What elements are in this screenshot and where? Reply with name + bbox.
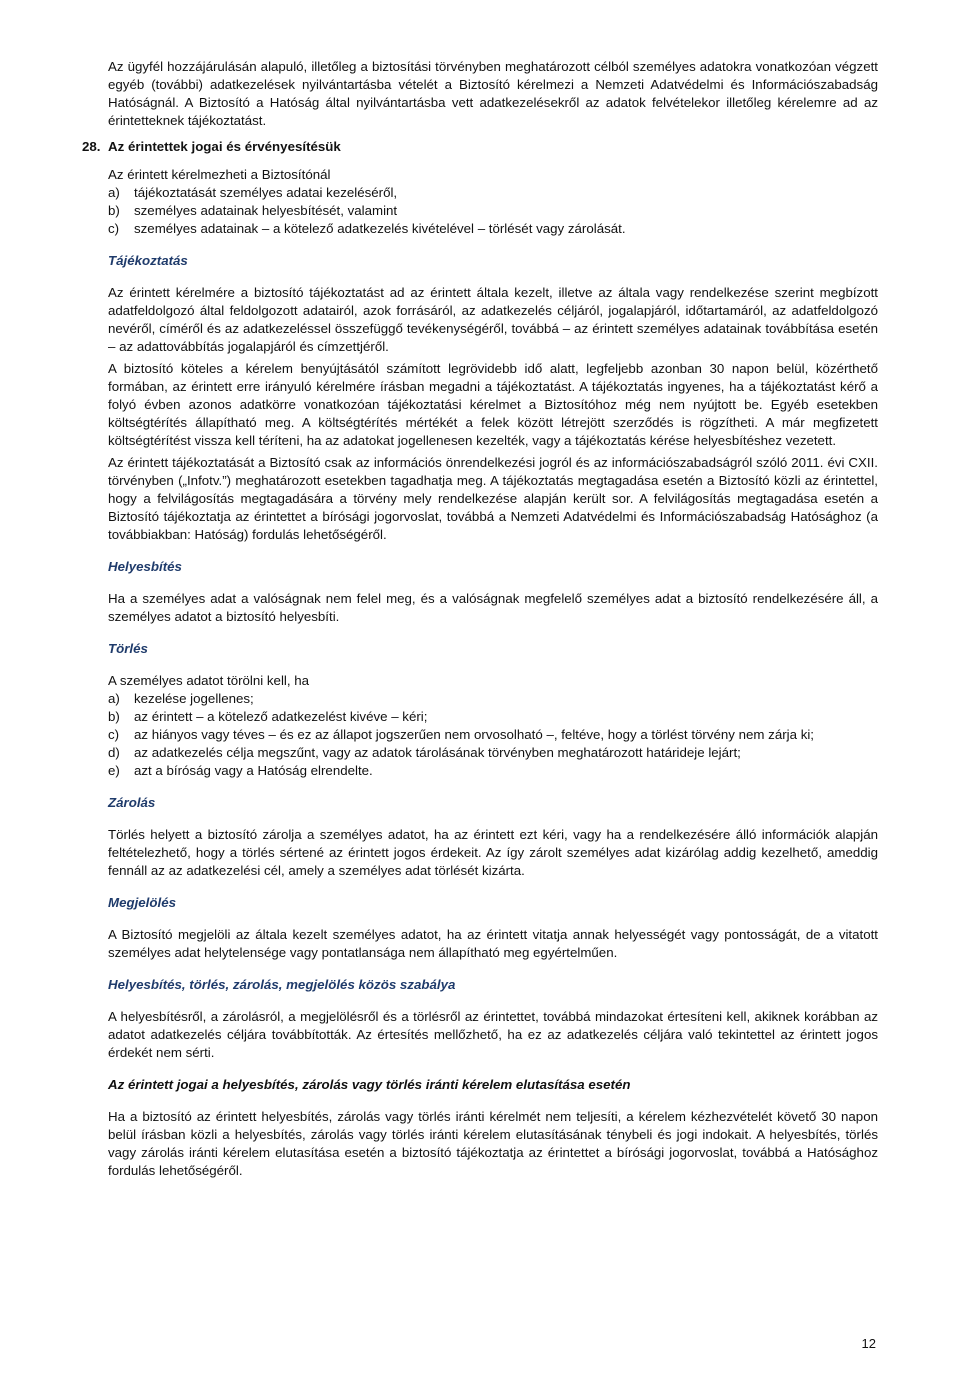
heading-kozos-szabaly: Helyesbítés, törlés, zárolás, megjelölés közös szabálya: [108, 977, 456, 992]
paragraph: A helyesbítésről, a zárolásról, a megjelölésről és a törlésről az érintettet, továbbá mindazokat értesíteni kell, akiknek korábban az adatot adatkezelés céljára továbbították. Az értesítés mellőzhető, ha ez az adatkezelés céljára való tekintettel az érintett jogos érdekét nem sérti.: [108, 1009, 878, 1060]
rights-lead: Az érintett kérelmezheti a Biztosítónál: [108, 167, 331, 182]
list-item: b) az érintett – a kötelező adatkezelést kivéve – kéri;: [108, 709, 428, 724]
heading-tajekoztatas: Tájékoztatás: [108, 253, 188, 268]
section-heading: [82, 138, 878, 156]
paragraph: Az érintett tájékoztatását a Biztosító csak az információs önrendelkezési jogról és az információszabadságról szóló 2011. évi CXII. törvényben („Infotv.”) meghatározott esetekben tagadhatja meg. A tájékoztatás megtagadása esetén a Biztosító közli az érintettel, hogy a felvilágosítás megtagadására a törvény mely rendelkezése alapján került sor. A felvilágosítás megtagadása esetén a Biztosító tájékoztatja az érintettet a bírósági jogorvoslat, továbbá a Nemzeti Adatvédelmi és Információszabadság Hatósághoz (a továbbiakban: Hatóság) fordulás lehetőségéről.: [108, 455, 878, 542]
paragraph: Az érintett kérelmére a biztosító tájékoztatást ad az érintett általa kezelt, illetve az általa vagy rendelkezése szerint megbízott adatfeldolgozó által feldolgozott adatairól, azok forrásáról, az adatkezelés céljáról, jogalapjáról, időtartamáról, az adatfeldolgozó nevéről, címéről és az adatkezeléssel összefüggő tevékenységéről, továbbá – az érintett személyes adatainak továbbítása esetén – az adattovábbítás jogalapjáról és címzettjéről.: [108, 285, 878, 354]
rights-list: [108, 184, 878, 238]
paragraph: Ha a biztosító az érintett helyesbítés, zárolás vagy törlés iránti kérelmét nem teljesíti, a kérelem kézhezvételét követő 30 napon belül írásban közli a helyesbítés, zárolás vagy törlés iránti kérelem elutasításának ténybeli és jogi indokait. A helyesbítés, törlés vagy zárolás iránti kérelem elutasítása esetén a biztosító tájékoztatja az érintettet a bírósági jogorvoslat, továbbá a Hatósághoz fordulás lehetőségéről.: [108, 1109, 878, 1178]
section-number: 28.: [82, 139, 101, 154]
heading-torles: Törlés: [108, 641, 148, 656]
document-page: [82, 58, 878, 1180]
heading-megjeloles: Megjelölés: [108, 895, 176, 910]
heading-elutasitas: Az érintett jogai a helyesbítés, zárolás vagy törlés iránti kérelem elutasítása esetén: [108, 1077, 631, 1092]
section-title: Az érintettek jogai és érvényesítésük: [108, 139, 341, 154]
list-item: a) kezelése jogellenes;: [108, 691, 254, 706]
list-item: e) azt a bíróság vagy a Hatóság elrendelte.: [108, 763, 373, 778]
paragraph: A biztosító köteles a kérelem benyújtásától számított legrövidebb idő alatt, legfeljebb azonban 30 napon belül, közérthető formában, az érintett erre irányuló kérelmére írásban megadni a tájékoztatást. A tájékoztatás ingyenes, ha a tájékoztatást kérő a folyó évben azonos adatkörre vonatkozóan tájékoztatási kérelmet a Biztosítóhoz még nem nyújtott be. Egyéb esetekben költségtérítés állapítható meg. A költségtérítés mértékét a felek között létrejött szerződés is rögzítheti. A már megfizetett költségtérítést vissza kell téríteni, ha az adatokat jogellenesen kezelték, vagy a tájékoztatás kérése helyesbítéshez vezetett.: [108, 361, 878, 448]
paragraph: Törlés helyett a biztosító zárolja a személyes adatot, ha az érintett ezt kéri, vagy ha a rendelkezésére álló információk alapján feltételezhető, hogy a törlés sértené az érintett jogos érdekeit. Az így zárolt személyes adat kizárólag addig kezelhető, ameddig fennáll az az adatkezelési cél, amely a személyes adat törlését kizárta.: [108, 827, 878, 878]
torles-list: [108, 690, 878, 780]
list-item: d) az adatkezelés célja megszűnt, vagy az adatok tárolásának törvényben meghatározott határideje lejárt;: [108, 745, 741, 760]
list-item: c) az hiányos vagy téves – és ez az állapot jogszerűen nem orvosolható –, feltéve, hogy a törlést törvény nem zárja ki;: [108, 727, 814, 742]
heading-zarolas: Zárolás: [108, 795, 156, 810]
torles-lead: A személyes adatot törölni kell, ha: [108, 673, 310, 688]
page-number: 12: [861, 1336, 876, 1351]
heading-helyesbites: Helyesbítés: [108, 559, 182, 574]
list-item: c) személyes adatainak – a kötelező adatkezelés kivételével – törlését vagy zárolását.: [108, 221, 626, 236]
list-item: b) személyes adatainak helyesbítését, valamint: [108, 203, 398, 218]
paragraph: Ha a személyes adat a valóságnak nem felel meg, és a valóságnak megfelelő személyes adat a biztosító rendelkezésére áll, a személyes adatot a biztosító helyesbíti.: [108, 591, 878, 624]
intro-paragraph: Az ügyfél hozzájárulásán alapuló, illetőleg a biztosítási törvényben meghatározott célból személyes adatokra vonatkozóan végzett egyéb (további) adatkezelések nyilvántartásba vételét a Biztosító kérelmezi a Nemzeti Adatvédelmi és Információszabadság Hatóságnál. A Biztosító a Hatóság által nyilvántartásba vett adatkezelésekről az adatok felvételekor illetőleg kérelemre ad az érintetteknek tájékoztatást.: [108, 59, 878, 128]
paragraph: A Biztosító megjelöli az általa kezelt személyes adatot, ha az érintett vitatja annak helyességét vagy pontosságát, de a vitatott személyes adat helytelensége vagy pontatlansága nem állapítható meg egyértelműen.: [108, 927, 878, 960]
list-item: a) tájékoztatását személyes adatai kezeléséről,: [108, 185, 398, 200]
